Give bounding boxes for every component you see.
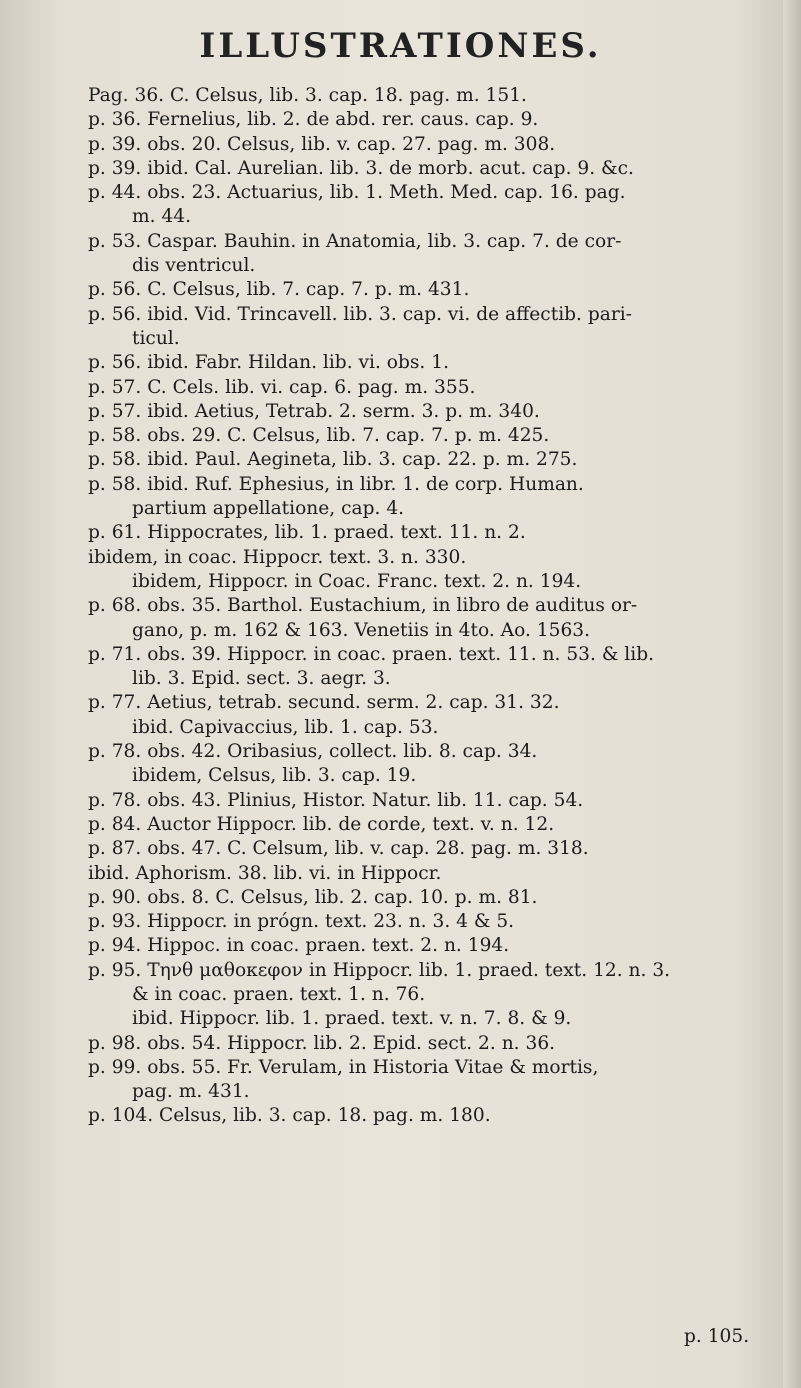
reference-line: pag. m. 431. bbox=[132, 1081, 250, 1103]
reference-line: p. 77. Aetius, tetrab. secund. serm. 2. cap. 31. 32. bbox=[88, 692, 560, 714]
reference-line: ibid. Aphorism. 38. lib. vi. in Hippocr. bbox=[88, 862, 442, 884]
reference-line: p. 53. Caspar. Bauhin. in Anatomia, lib. 3. cap. 7. de cor- bbox=[88, 230, 622, 252]
reference-line: p. 84. Auctor Hippocr. lib. de corde, text. v. n. 12. bbox=[88, 813, 555, 835]
reference-line: p. 36. Fernelius, lib. 2. de abd. rer. caus. cap. 9. bbox=[88, 109, 539, 131]
reference-line: p. 56. ibid. Fabr. Hildan. lib. vi. obs. 1. bbox=[88, 352, 449, 374]
reference-line: lib. 3. Epid. sect. 3. aegr. 3. bbox=[132, 668, 391, 690]
reference-line: p. 99. obs. 55. Fr. Verulam, in Historia Vitae & mortis, bbox=[88, 1056, 599, 1078]
reference-line: p. 98. obs. 54. Hippocr. lib. 2. Epid. sect. 2. n. 36. bbox=[88, 1032, 556, 1054]
reference-line: p. 39. ibid. Cal. Aurelian. lib. 3. de morb. acut. cap. 9. &c. bbox=[88, 157, 634, 179]
reference-line: partium appellatione, cap. 4. bbox=[132, 498, 405, 520]
reference-line: ticul. bbox=[132, 327, 180, 349]
reference-list bbox=[88, 84, 778, 1129]
page-edge bbox=[783, 0, 801, 1388]
reference-line: ibidem, Celsus, lib. 3. cap. 19. bbox=[132, 765, 417, 787]
reference-line: p. 71. obs. 39. Hippocr. in coac. praen. text. 11. n. 53. & lib. bbox=[88, 643, 655, 665]
reference-line: p. 93. Hippocr. in prógn. text. 23. n. 3. 4 & 5. bbox=[88, 911, 515, 933]
reference-line: p. 57. ibid. Aetius, Tetrab. 2. serm. 3. p. m. 340. bbox=[88, 400, 540, 422]
reference-line: m. 44. bbox=[132, 206, 192, 228]
reference-line: Pag. 36. C. Celsus, lib. 3. cap. 18. pag. m. 151. bbox=[88, 85, 527, 106]
reference-line: ibidem, in coac. Hippocr. text. 3. n. 330. bbox=[88, 546, 467, 568]
reference-line: p. 94. Hippoc. in coac. praen. text. 2. n. 194. bbox=[88, 935, 510, 957]
reference-line: p. 56. C. Celsus, lib. 7. cap. 7. p. m. 431. bbox=[88, 279, 470, 301]
reference-line: p. 57. C. Cels. lib. vi. cap. 6. pag. m. 355. bbox=[88, 376, 476, 398]
reference-line: ibidem, Hippocr. in Coac. Franc. text. 2. n. 194. bbox=[132, 570, 582, 592]
reference-line: p. 58. ibid. Ruf. Ephesius, in libr. 1. de corp. Human. bbox=[88, 473, 584, 495]
reference-line: ibid. Hippocr. lib. 1. praed. text. v. n. 7. 8. & 9. bbox=[132, 1008, 572, 1030]
reference-line: p. 61. Hippocrates, lib. 1. praed. text. 11. n. 2. bbox=[88, 522, 526, 544]
reference-line: p. 95. Τηνθ μαθοκεφον in Hippocr. lib. 1. praed. text. 12. n. 3. bbox=[88, 959, 671, 981]
reference-line: gano, p. m. 162 & 163. Venetiis in 4to. Ao. 1563. bbox=[132, 619, 591, 641]
reference-line: dis ventricul. bbox=[132, 255, 256, 277]
reference-line: p. 58. obs. 29. C. Celsus, lib. 7. cap. 7. p. m. 425. bbox=[88, 425, 550, 447]
reference-line: p. 90. obs. 8. C. Celsus, lib. 2. cap. 10. p. m. 81. bbox=[88, 886, 538, 908]
reference-line: p. 58. ibid. Paul. Aegineta, lib. 3. cap. 22. p. m. 275. bbox=[88, 449, 578, 471]
reference-line: p. 78. obs. 42. Oribasius, collect. lib. 8. cap. 34. bbox=[88, 741, 538, 763]
reference-line: p. 78. obs. 43. Plinius, Histor. Natur. lib. 11. cap. 54. bbox=[88, 789, 584, 811]
reference-line: p. 44. obs. 23. Actuarius, lib. 1. Meth. Med. cap. 16. pag. bbox=[88, 182, 626, 204]
page-title: ILLUSTRATIONES. bbox=[199, 26, 602, 66]
reference-line: p. 87. obs. 47. C. Celsum, lib. v. cap. 28. pag. m. 318. bbox=[88, 838, 589, 860]
reference-line: p. 104. Celsus, lib. 3. cap. 18. pag. m. 180. bbox=[88, 1105, 491, 1127]
reference-line: p. 68. obs. 35. Barthol. Eustachium, in libro de auditus or- bbox=[88, 595, 638, 617]
reference-line: p. 39. obs. 20. Celsus, lib. v. cap. 27. pag. m. 308. bbox=[88, 133, 556, 155]
reference-line: ibid. Capivaccius, lib. 1. cap. 53. bbox=[132, 716, 439, 738]
reference-line: p. 56. ibid. Vid. Trincavell. lib. 3. cap. vi. de affectib. pari- bbox=[88, 303, 632, 325]
reference-line: & in coac. praen. text. 1. n. 76. bbox=[132, 983, 426, 1005]
catchword: p. 105. bbox=[684, 1326, 750, 1347]
